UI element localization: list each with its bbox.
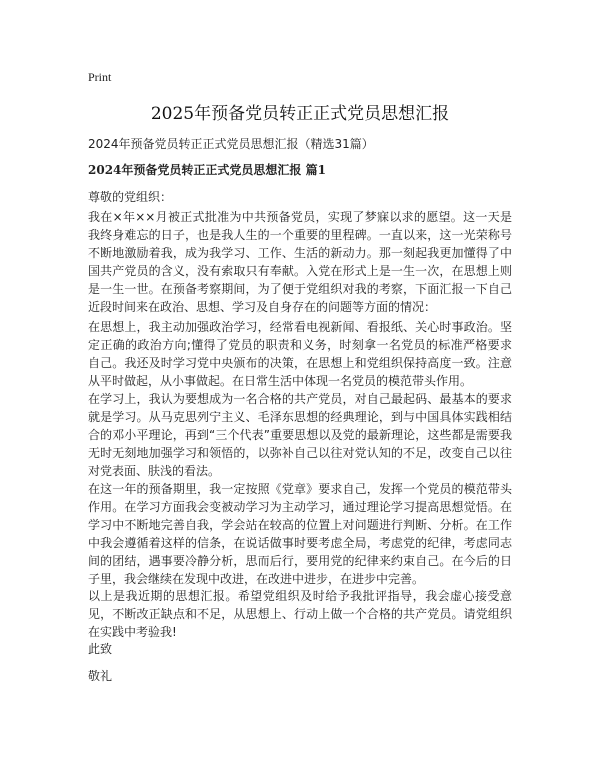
paragraph-3: 在学习上，我认为要想成为一名合格的共产党员，对自己最起码、最基本的要求就是学习。从马克思列宁主义、毛泽东思想的经典理论，到与中国具体实践相结合的邓小平理论，再到“三个代表”重要思想以及党的最新理论，这些都是需要我无时无刻地加强学习和领悟的，以弥补自己以往对党认知的不足，改变自己以往对党表面、肤浅的看法。: [88, 392, 512, 478]
paragraph-2: 在思想上，我主动加强政治学习，经常看电视新闻、看报纸、关心时事政治。坚定正确的政治方向;懂得了党员的职责和义务，时刻拿一名党员的标准严格要求自己。我还及时学习党中央颁布的决策，在思想上和党组织保持高度一致。注意从平时做起，从小事做起。在日常生活中体现一名党员的模范带头作用。: [88, 320, 512, 388]
print-link[interactable]: Print: [88, 70, 112, 84]
document-title: 2025年预备党员转正正式党员思想汇报: [150, 104, 450, 124]
section-heading: 2024年预备党员转正正式党员思想汇报 篇1: [88, 163, 326, 177]
paragraph-5: 以上是我近期的思想汇报。希望党组织及时给予我批评指导，我会虚心接受意见，不断改正缺点和不足，从思想上、行动上做一个合格的共产党员。请党组织在实践中考验我!: [88, 589, 512, 639]
paragraph-4: 在这一年的预备期里，我一定按照《党章》要求自己，发挥一个党员的模范带头作用。在学习方面我会变被动学习为主动学习，通过理论学习提高思想觉悟。在学习中不断地完善自我，学会站在较高的位置上对问题进行判断、分析。在工作中我会遵循着这样的信条，在说话做事时要考虑全局，考虑党的纪律，考虑同志间的团结，遇事要冷静分析，思而后行，要用党的纪律来约束自己。在今后的日子里，我会继续在发现中改进，在改进中进步，在进步中完善。: [88, 482, 512, 586]
closing-ci-zhi: 此致: [88, 642, 113, 656]
closing-jing-li: 敬礼: [88, 669, 113, 683]
document-subtitle: 2024年预备党员转正正式党员思想汇报（精选31篇）: [88, 137, 374, 151]
salutation: 尊敬的党组织：: [88, 190, 173, 204]
paragraph-1: 我在×年××月被正式批准为中共预备党员，实现了梦寐以求的愿望。这一天是我终身难忘的日子，也是我人生的一个重要的里程碑。一直以来，这一光荣称号不断地激励着我，成为我学习、工作、生活的新动力。那一刻起我更加懂得了中国共产党员的含义，没有索取只有奉献。入党在形式上是一生一次，在思想上则是一生一世。在预备考察期间，为了便于党组织对我的考察，下面汇报一下自己近段时间来在政治、思想、学习及自身存在的问题等方面的情况：: [88, 210, 512, 314]
